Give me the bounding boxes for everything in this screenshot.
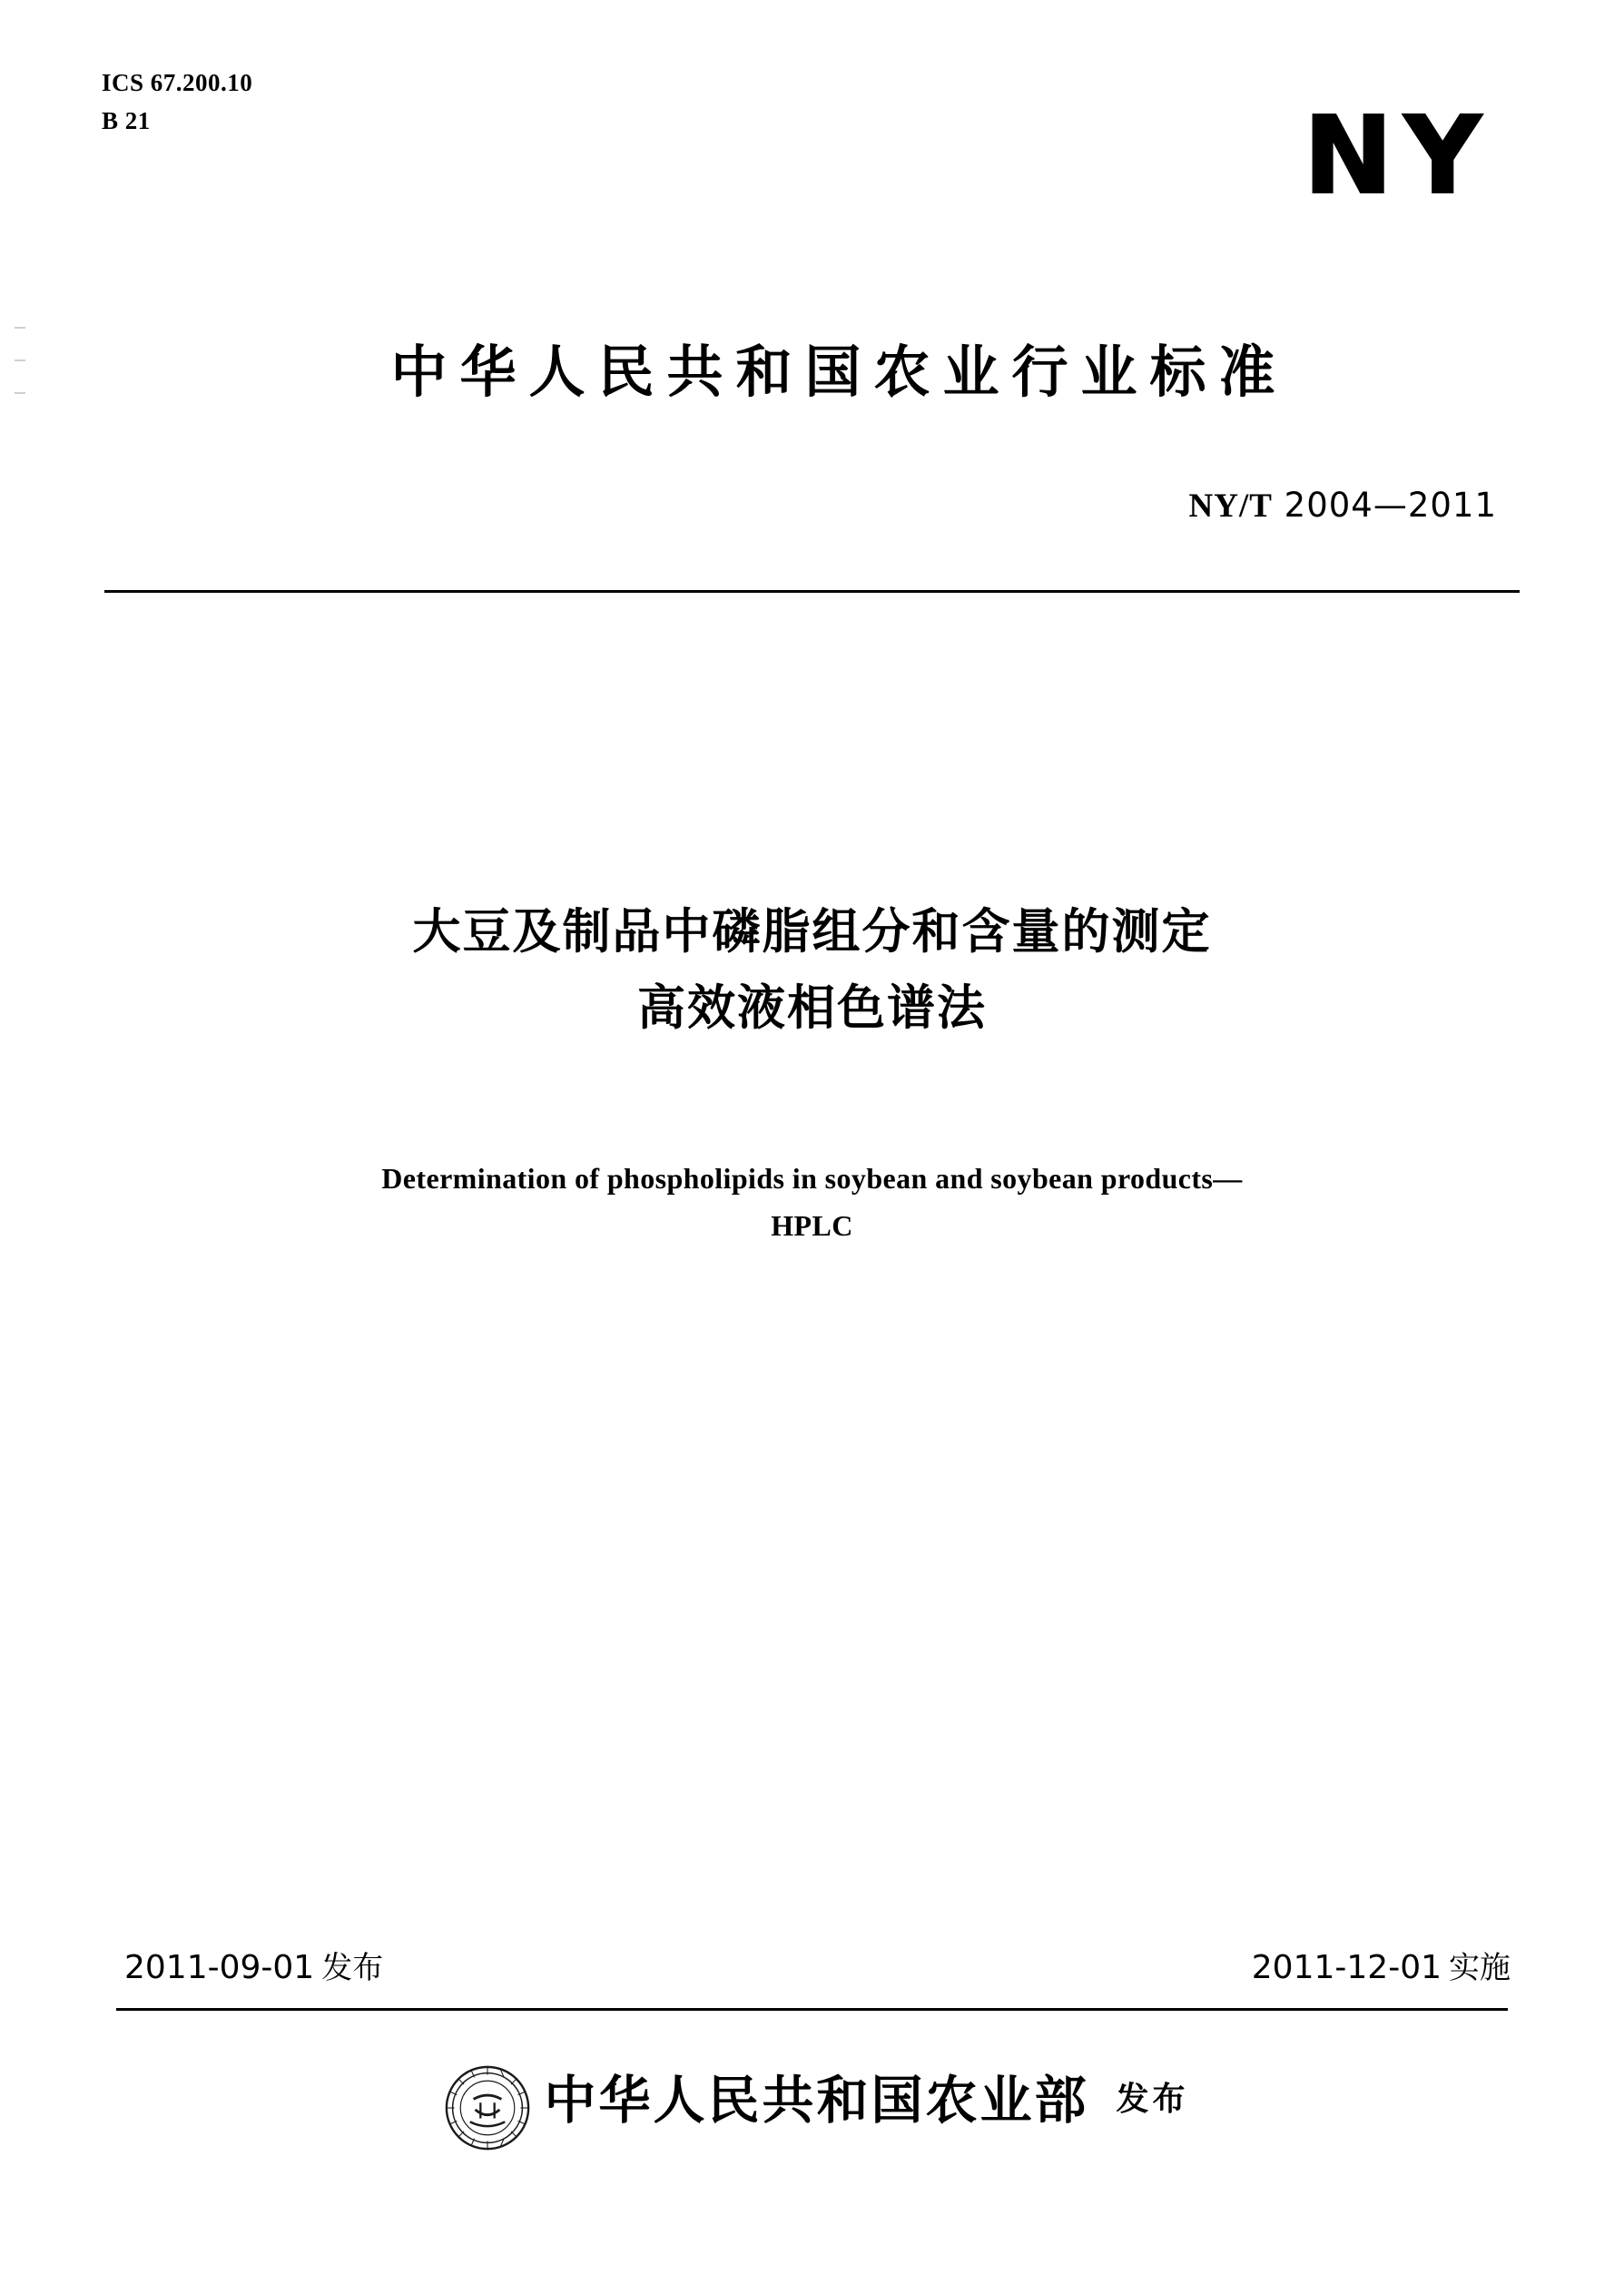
document-title-cn-line2: 高效液相色谱法 [637,980,987,1036]
footer-divider [116,2008,1508,2011]
classification-code: B 21 [102,107,151,134]
standard-number-value: 2004—2011 [1284,486,1497,525]
ministry-emblem-icon [444,2064,531,2151]
header-divider [104,590,1520,593]
publication-dates-row [113,1943,1511,1997]
organization-title: 中华人民共和国农业行业标准 [390,339,1288,405]
effective-date: 2011-12-01 [1251,1949,1442,1986]
standard-number [1189,486,1498,526]
effective-label: 实施 [1449,1950,1511,1986]
ny-logo: NY [1303,93,1492,218]
issue-date-block [124,1943,383,1987]
ics-classification-block [102,64,252,140]
effective-date-block [1252,1943,1511,1987]
issuer-block [0,2059,1624,2133]
issuer-name: 中华人民共和国农业部 [544,2071,1089,2131]
document-title-en-line2: HPLC [771,1209,853,1242]
ics-code: ICS 67.200.10 [102,69,253,96]
standard-number-prefix: NY/T [1188,487,1273,525]
issue-date: 2011-09-01 [124,1949,315,1986]
issue-label: 发布 [321,1950,384,1986]
document-title-en [0,1155,1624,1249]
document-title-cn [0,894,1624,1047]
document-title-en-line1: Determination of phospholipids in soybean and soybean products— [381,1162,1243,1195]
document-title-cn-line1: 大豆及制品中磷脂组分和含量的测定 [412,904,1212,960]
issuer-verb: 发布 [1116,2080,1189,2118]
